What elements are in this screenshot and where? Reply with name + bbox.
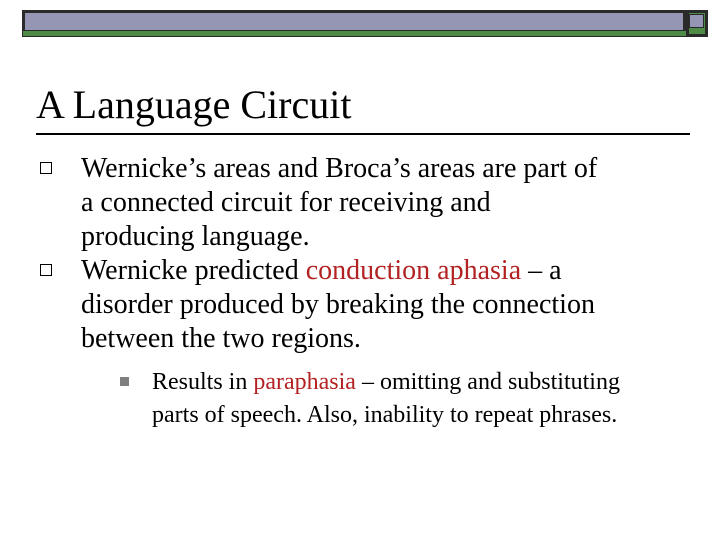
title-underline: [36, 133, 690, 135]
bullet-1-line-3: producing language.: [81, 221, 310, 252]
bullet-2-text-cont: – a: [521, 255, 562, 286]
hollow-square-bullet-icon: [40, 162, 52, 174]
bullet-item-2: [36, 254, 696, 356]
bullet-2-line-2: disorder produced by breaking the connection: [81, 289, 595, 320]
bullet-2-line-1: [81, 254, 696, 288]
header-band-corner-square: [689, 14, 704, 28]
bullet-2-line-3: between the two regions.: [81, 323, 361, 354]
bullet-2-text: Wernicke predicted: [81, 255, 306, 286]
bullet-item-1: [36, 152, 696, 254]
hollow-square-bullet-icon: [40, 264, 52, 276]
sub-bullet-line-1: [152, 366, 696, 399]
sub-bullet-line-2: parts of speech. Also, inability to repeat phrases.: [152, 402, 618, 428]
filled-square-bullet-icon: [120, 377, 129, 386]
slide-title: A Language Circuit: [36, 82, 352, 127]
header-band-stripe: [22, 30, 688, 37]
term-conduction-aphasia: conduction aphasia: [305, 255, 522, 286]
sub-bullet-text: Results in: [152, 369, 254, 395]
sub-bullet-text-cont: – omitting and substituting: [355, 369, 620, 395]
bullet-1-line-1: Wernicke’s areas and Broca’s areas are part of: [81, 153, 598, 184]
bullet-1-line-2: a connected circuit for receiving and: [81, 187, 491, 218]
term-paraphasia: paraphasia: [253, 369, 356, 395]
sub-bullet-item: [117, 366, 696, 432]
slide-body: [36, 152, 696, 432]
